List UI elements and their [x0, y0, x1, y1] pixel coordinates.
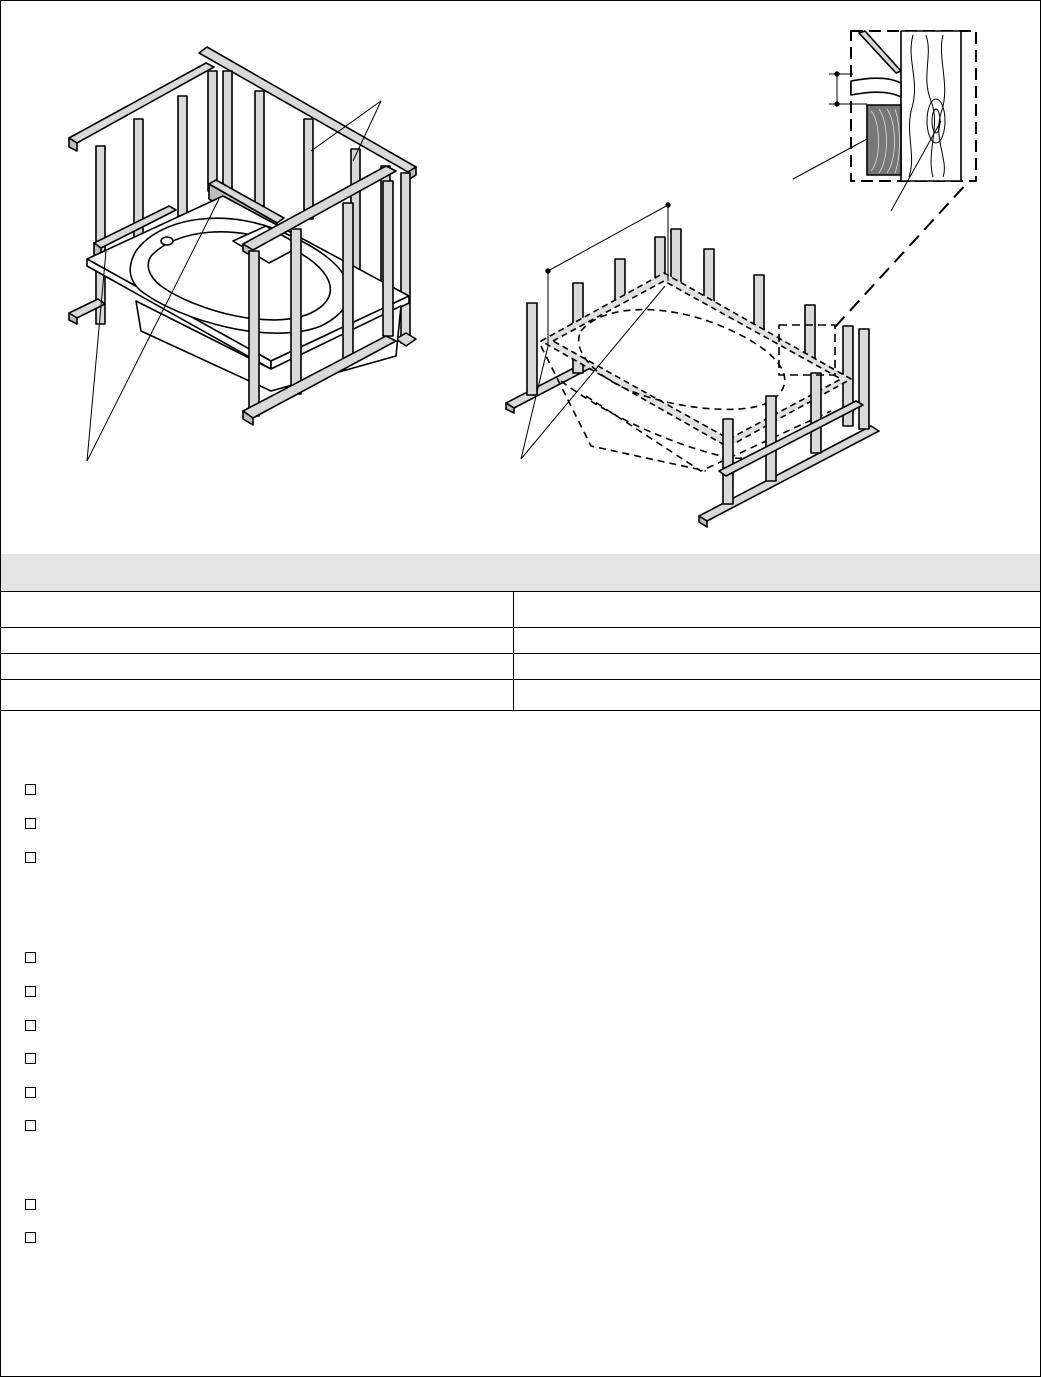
checklist-checkbox[interactable] — [25, 818, 36, 829]
table-row — [1, 628, 1040, 654]
table-cell-right — [514, 592, 1040, 627]
checklist-checkbox[interactable] — [25, 1120, 36, 1131]
table-cell-left — [1, 628, 514, 653]
checklist-checkbox[interactable] — [25, 1087, 36, 1098]
right-framed-tub-illustration — [506, 203, 879, 527]
table-cell-right — [514, 654, 1040, 679]
table-row — [1, 592, 1040, 628]
checklist-checkbox[interactable] — [25, 1232, 36, 1243]
checklist-checkbox[interactable] — [25, 784, 36, 795]
table-cell-left — [1, 654, 514, 679]
section-header-band — [1, 554, 1040, 592]
checklist-checkbox[interactable] — [25, 1053, 36, 1064]
table-row — [1, 654, 1040, 680]
stud-detail-callout — [793, 31, 976, 327]
table-row — [1, 680, 1040, 711]
checklist-checkbox[interactable] — [25, 852, 36, 863]
table-cell-left — [1, 592, 514, 627]
left-framed-tub-illustration — [69, 47, 416, 461]
table-cell-right — [514, 628, 1040, 653]
checklist-checkbox[interactable] — [25, 986, 36, 997]
spec-table — [1, 592, 1040, 711]
installation-figure — [1, 1, 1040, 554]
checklist-checkbox[interactable] — [25, 952, 36, 963]
table-cell-left — [1, 680, 514, 710]
checklist-checkbox[interactable] — [25, 1020, 36, 1031]
checklist-checkbox[interactable] — [25, 1199, 36, 1210]
table-cell-right — [514, 680, 1040, 710]
